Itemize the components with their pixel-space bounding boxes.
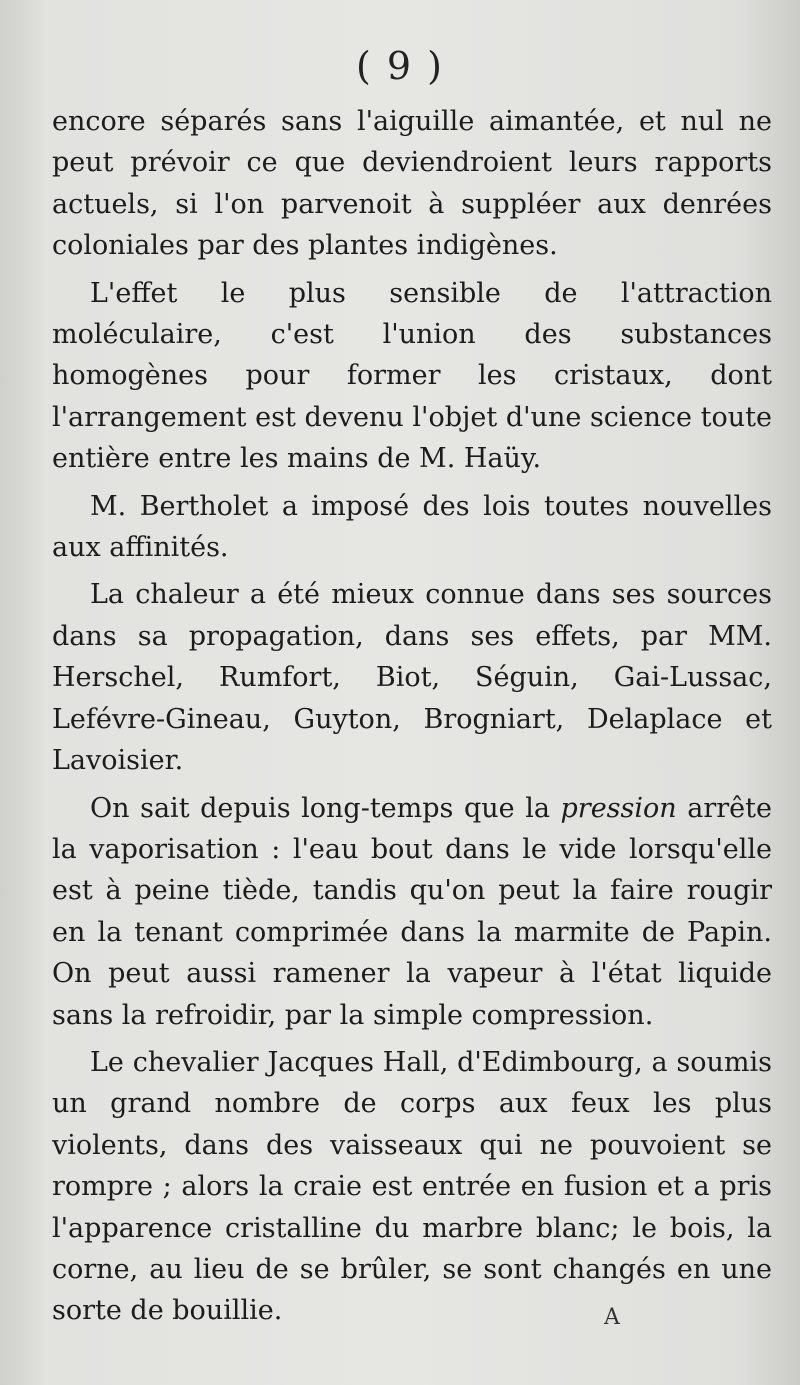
paragraph-heat: La chaleur a été mieux connue dans ses sources dans sa propagation, dans ses effets, par MM. Herschel, Rumfort, Biot, Séguin, Gai-Lussac, Lefévre-Gineau, Guyton, Brogniart, Delaplace et Lavoisier.	[52, 579, 772, 777]
pressure-term: pression	[560, 792, 677, 824]
paragraph-molecular-attraction: L'effet le plus sensible de l'attraction moléculaire, c'est l'union des substances homogènes pour former les cristaux, dont l'arrangement est devenu l'objet d'une science toute entière entre les mains de M. Haüy.	[52, 277, 772, 475]
paragraph-hall: Le chevalier Jacques Hall, d'Edimbourg, a soumis un grand nombre de corps aux feux les plus violents, dans des vaisseaux qui ne pouvoient se rompre ; alors la craie est entrée en fusion et a pris l'apparence cristalline du marbre blanc; le bois, la corne, au lieu de se brûler, se sont changés en une sorte de bouillie.	[52, 1046, 772, 1327]
paragraph-bertholet: M. Bertholet a imposé des lois toutes nouvelles aux affinités.	[52, 490, 772, 564]
page-number: ( 9 )	[356, 44, 444, 88]
paragraph-continuation: encore séparés sans l'aiguille aimantée, et nul ne peut prévoir ce que deviendroient leurs rapports actuels, si l'on parvenoit à suppléer aux denrées coloniales par des plantes indigènes.	[52, 106, 772, 262]
body-text	[52, 101, 772, 1338]
paragraph-pressure	[52, 788, 772, 1036]
signature-mark: A	[604, 1305, 620, 1330]
pressure-text-after: arrête la vaporisation : l'eau bout dans le vide lorsqu'elle est à peine tiède, tandis qu'on peut la faire rougir en la tenant comprimée dans la marmite de Papin. On peut aussi ramener la vapeur à l'état liquide sans la refroidir, par la simple compression.	[52, 792, 772, 1031]
pressure-text-before: On sait depuis long-temps que la	[90, 792, 561, 824]
